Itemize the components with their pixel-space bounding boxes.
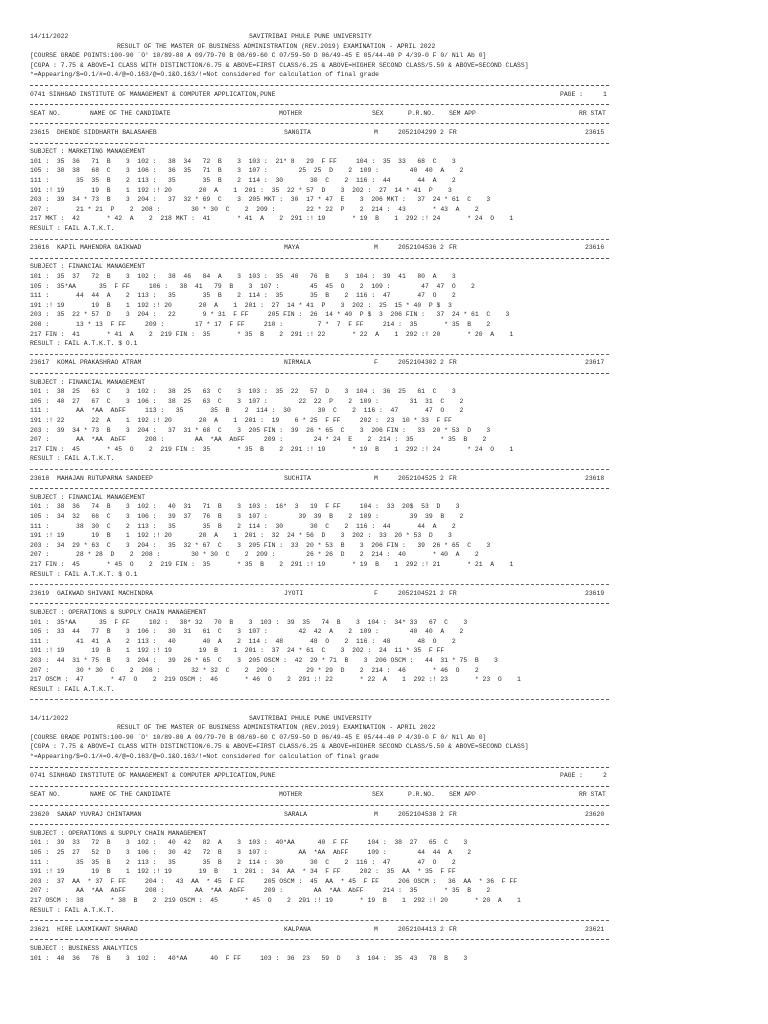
divider bbox=[30, 258, 609, 259]
candidate-row bbox=[0, 810, 768, 820]
app: FR bbox=[449, 474, 457, 482]
marks-row-text: 208 : 13 * 13 F FF 209 : 17 * 17 F FF 210 : 7 * 7 F FF 214 : 35 * 35 B 2 bbox=[30, 321, 491, 328]
result-line-text: RESULT : FAIL A.T.K.T. bbox=[30, 455, 115, 463]
pr-no: 2052104538 bbox=[398, 810, 437, 818]
sem: 2 bbox=[440, 244, 444, 252]
candidate-name: KOMAL PRAKASHRAO ATRAM bbox=[57, 359, 142, 367]
legend-line-text: *=Appearing/$=O.1/#=O.4/@=O.163/@=O.1&O.163/!=Not considered for calculation of final grade bbox=[30, 71, 379, 79]
mother-name: MAYA bbox=[284, 244, 300, 252]
pr-no: 2052104302 bbox=[398, 359, 437, 367]
marks-row bbox=[0, 310, 768, 320]
divider bbox=[30, 805, 609, 806]
rr-stat: 23615 bbox=[585, 129, 605, 136]
candidate-name: MAHAJAN RUTUPARNA SANDEEP bbox=[57, 474, 153, 482]
marks-row-text: 203 : 39 34 * 73 B 3 204 : 37 31 * 68 C 3 205 FIN : 39 26 * 65 C 3 206 FIN : 33 20 * 53 D 3 bbox=[30, 426, 491, 434]
candidate-row bbox=[0, 128, 768, 138]
divider bbox=[30, 239, 609, 240]
seat-no: 23616 bbox=[30, 244, 50, 252]
sex: M bbox=[374, 129, 378, 136]
marks-row-text: 207 : 21 * 21 P 2 208 : 30 * 30 C 2 209 : 22 * 22 P 2 214 : 43 * 43 A 2 bbox=[30, 205, 479, 213]
legend-line bbox=[0, 752, 768, 762]
marks-row bbox=[0, 848, 768, 858]
marks-row-text: 101 : 38 25 63 C 3 102 : 38 25 63 C 3 103 : 35 22 57 D 3 104 : 36 25 61 C 3 bbox=[30, 388, 456, 396]
divider bbox=[30, 123, 609, 124]
marks-row-text: 191 :! 22 22 A 1 192 :! 20 20 A 1 201 : 19 6 * 25 F FF 202 : 23 10 * 33 F FF bbox=[30, 417, 452, 424]
exam-title-text: RESULT OF THE MASTER OF BUSINESS ADMINISTRATION (REV.2019) EXAMINATION - APRIL 2022 bbox=[117, 724, 436, 732]
seat-no: 23620 bbox=[30, 810, 50, 818]
marks-row bbox=[0, 637, 768, 647]
marks-row-text: 203 : 35 22 * 57 D 3 204 : 22 9 * 31 F FF 205 FIN : 26 14 * 40 P $ 3 206 FIN : 37 24 * 61 C 3 bbox=[30, 311, 510, 319]
marks-row bbox=[0, 426, 768, 436]
col-seat-no: SEAT NO. bbox=[30, 109, 61, 117]
marks-row bbox=[0, 560, 768, 570]
legend-line bbox=[0, 70, 768, 80]
marks-row bbox=[0, 205, 768, 215]
sex: F bbox=[374, 589, 378, 597]
column-headers bbox=[0, 790, 768, 800]
divider bbox=[30, 488, 609, 489]
marks-row bbox=[0, 656, 768, 666]
seat-no: 23617 bbox=[30, 359, 50, 367]
subject-line bbox=[0, 378, 768, 388]
marks-row-text: 207 : AA *AA AbFF 208 : AA *AA AbFF 209 : AA *AA AbFF 214 : 35 * 35 B 2 bbox=[30, 887, 491, 895]
result-line bbox=[0, 570, 768, 580]
result-line-text: RESULT : FAIL A.T.K.T. $ O.1 bbox=[30, 340, 138, 348]
marks-row bbox=[0, 877, 768, 887]
pr-no: 2052104536 bbox=[398, 244, 437, 252]
institute-line bbox=[0, 90, 768, 100]
seat-no: 23615 bbox=[30, 129, 50, 136]
marks-row-text: 111 : AA *AA AbFF 113 : 35 35 B 2 114 : 30 30 C 2 116 : 47 47 O 2 bbox=[30, 407, 464, 415]
rr-stat: 23617 bbox=[585, 359, 605, 367]
marks-row-text: 191 :! 19 19 B 1 192 :! 20 20 A 1 201 : 27 14 * 41 P 3 202 : 25 15 * 40 P $ 3 bbox=[30, 301, 452, 309]
subject-line-text: SUBJECT : OPERATIONS & SUPPLY CHAIN MANAGEMENT bbox=[30, 609, 207, 616]
divider bbox=[30, 469, 609, 470]
subject-line bbox=[0, 147, 768, 157]
pr-no: 2052104521 bbox=[398, 589, 437, 597]
page-end-divider bbox=[30, 699, 609, 700]
marks-row bbox=[0, 646, 768, 656]
marks-row bbox=[0, 176, 768, 186]
candidate-row bbox=[0, 358, 768, 368]
candidate-name: GAIKWAD SHIVANI MACHINDRA bbox=[57, 589, 153, 597]
mother-name: SANGITA bbox=[284, 129, 311, 136]
app: FR bbox=[449, 129, 457, 136]
col-prno: P.R.NO. bbox=[408, 109, 435, 117]
rr-stat: 23619 bbox=[585, 589, 605, 597]
marks-row-text: 111 : 44 44 A 2 113 : 35 35 B 2 114 : 35 35 B 2 116 : 47 47 O 2 bbox=[30, 292, 456, 300]
seat-no: 23618 bbox=[30, 474, 50, 482]
marks-row bbox=[0, 867, 768, 877]
subject-line bbox=[0, 944, 768, 954]
exam-title bbox=[0, 723, 768, 733]
marks-row-text: 207 : AA *AA AbFF 208 : AA *AA AbFF 209 : 24 * 24 E 2 214 : 35 * 35 B 2 bbox=[30, 436, 487, 444]
marks-row bbox=[0, 166, 768, 176]
marks-row bbox=[0, 416, 768, 426]
app: FR bbox=[449, 589, 457, 597]
marks-row-text: 101 : 35*AA 35 F FF 102 : 38* 32 70 B 3 103 : 39 35 74 B 3 104 : 34* 33 67 C 3 bbox=[30, 618, 468, 626]
subject-line-text: SUBJECT : BUSINESS ANALYTICS bbox=[30, 945, 138, 952]
sex: M bbox=[374, 810, 378, 818]
marks-row-text: 105 : 34 32 66 C 3 106 : 39 37 76 B 3 107 : 39 39 B 2 109 : 39 39 B 2 bbox=[30, 513, 464, 520]
marks-row-text: 217 MKT : 42 * 42 A 2 218 MKT : 41 * 41 A 2 291 :! 19 * 19 B 1 292 :! 24 * 24 O 1 bbox=[30, 215, 514, 223]
university-name: SAVITRIBAI PHULE PUNE UNIVERSITY bbox=[249, 714, 372, 722]
institute-name: 0741 SINHGAD INSTITUTE OF MANAGEMENT & COMPUTER APPLICATION,PUNE bbox=[30, 772, 276, 780]
page-label: PAGE : bbox=[560, 772, 584, 780]
marks-row-text: 101 : 35 36 71 B 3 102 : 38 34 72 B 3 103 : 21* 8 29 F FF 104 : 35 33 68 C 3 bbox=[30, 157, 456, 165]
legend-line-text: *=Appearing/$=O.1/#=O.4/@=O.163/@=O.1&O.163/!=Not considered for calculation of final grade bbox=[30, 753, 379, 760]
marks-row bbox=[0, 406, 768, 416]
marks-row bbox=[0, 666, 768, 676]
marks-row bbox=[0, 531, 768, 541]
result-line-text: RESULT : FAIL A.T.K.T. bbox=[30, 906, 115, 914]
col-sex: SEX bbox=[372, 791, 384, 799]
marks-row bbox=[0, 838, 768, 848]
marks-row bbox=[0, 320, 768, 330]
marks-row-text: 111 : 35 35 B 2 113 : 35 35 B 2 114 : 30 30 C 2 116 : 47 47 O 2 bbox=[30, 858, 456, 866]
divider bbox=[30, 824, 609, 825]
marks-row-text: 191 :! 19 19 B 1 192 :! 19 19 B 1 201 : 34 AA * 34 F FF 202 : 35 AA * 35 F FF bbox=[30, 868, 456, 876]
marks-row bbox=[0, 282, 768, 292]
page-number: 1 bbox=[603, 90, 607, 98]
sex: M bbox=[374, 244, 378, 252]
marks-row-text: 105 : 25 27 52 D 3 106 : 30 42 72 B 3 107 : AA *AA AbFF 109 : 44 44 A 2 bbox=[30, 849, 472, 856]
grade-points bbox=[0, 733, 768, 743]
divider bbox=[30, 373, 609, 374]
sem: 2 bbox=[440, 129, 444, 136]
mother-name: SUCHITA bbox=[284, 474, 311, 482]
marks-row-text: 217 OSCM : 47 * 47 O 2 219 OSCM : 46 * 46 O 2 291 :! 22 * 22 A 1 292 :! 23 * 23 O 1 bbox=[30, 676, 521, 684]
sem: 2 bbox=[440, 810, 444, 818]
print-date-text: 14/11/2022 bbox=[30, 714, 69, 722]
candidate-name: DHENDE SIDDHARTH BALASAHEB bbox=[57, 129, 157, 136]
subject-line-text: SUBJECT : FINANCIAL MANAGEMENT bbox=[30, 493, 146, 501]
app: FR bbox=[449, 925, 457, 933]
marks-row-text: 217 FIN : 45 * 45 O 2 219 FIN : 35 * 35 B 2 291 :! 19 * 19 B 1 292 :! 24 * 24 O 1 bbox=[30, 445, 514, 453]
marks-row-text: 105 : 40 27 67 C 3 106 : 38 25 63 C 3 107 : 22 22 P 2 109 : 31 31 C 2 bbox=[30, 397, 464, 405]
page-number: 2 bbox=[603, 772, 607, 780]
divider bbox=[30, 584, 609, 585]
marks-row-text: 207 : 30 * 30 C 2 208 : 32 * 32 C 2 209 : 29 * 29 D 2 214 : 46 * 46 O 2 bbox=[30, 666, 479, 674]
marks-row bbox=[0, 157, 768, 167]
marks-row bbox=[0, 445, 768, 455]
result-line-text: RESULT : FAIL A.T.K.T. bbox=[30, 685, 115, 693]
marks-row bbox=[0, 387, 768, 397]
marks-row-text: 105 : 33 44 77 B 3 106 : 30 31 61 C 3 107 : 42 42 A 2 109 : 40 40 A 2 bbox=[30, 628, 464, 636]
marks-row bbox=[0, 954, 768, 964]
col-sex: SEX bbox=[372, 109, 384, 117]
marks-row-text: 111 : 38 30 C 2 113 : 35 35 B 2 114 : 30 30 C 2 116 : 44 44 A 2 bbox=[30, 522, 456, 530]
grade-points-text: [COURSE GRADE POINTS:100-90 `O' 10/89-80 A 09/79-70 B 08/69-60 C 07/59-50 D 06/49-45 E 05/44-40 P 4/39-0 F 0/ Nil Ab 0] bbox=[30, 52, 487, 60]
subject-line-text: SUBJECT : FINANCIAL MANAGEMENT bbox=[30, 263, 146, 271]
col-mother: MOTHER bbox=[279, 109, 303, 117]
result-line bbox=[0, 685, 768, 695]
marks-row bbox=[0, 502, 768, 512]
divider bbox=[30, 786, 609, 787]
marks-row-text: 101 : 35 37 72 B 3 102 : 38 46 84 A 3 103 : 35 40 76 B 3 104 : 39 41 80 A 3 bbox=[30, 273, 456, 280]
marks-row bbox=[0, 330, 768, 340]
marks-row bbox=[0, 214, 768, 224]
cgpa-classes bbox=[0, 61, 768, 71]
candidate-row bbox=[0, 589, 768, 599]
marks-row bbox=[0, 512, 768, 522]
col-rr-stat: RR STAT bbox=[579, 109, 606, 117]
marks-row-text: 217 FIN : 41 * 41 A 2 219 FIN : 35 * 35 B 2 291 :! 22 * 22 A 1 292 :! 20 * 20 A 1 bbox=[30, 330, 514, 338]
pr-no: 2052104299 bbox=[398, 129, 437, 136]
subject-line bbox=[0, 829, 768, 839]
rr-stat: 23618 bbox=[585, 474, 605, 482]
marks-row-text: 207 : 28 * 28 D 2 208 : 30 * 30 C 2 209 : 26 * 26 D 2 214 : 40 * 40 A 2 bbox=[30, 551, 479, 559]
marks-row-text: 203 : 34 29 * 63 C 3 204 : 35 32 * 67 C 3 205 FIN : 33 20 * 53 B 3 206 FIN : 39 26 * 65 C 3 bbox=[30, 541, 491, 549]
col-sem-app: SEM APP bbox=[449, 109, 476, 117]
mother-name: NIRMALA bbox=[284, 359, 311, 367]
rr-stat: 23620 bbox=[585, 810, 605, 818]
pr-no: 2052104525 bbox=[398, 474, 437, 482]
divider bbox=[30, 354, 609, 355]
sem: 2 bbox=[440, 359, 444, 367]
exam-title-text: RESULT OF THE MASTER OF BUSINESS ADMINISTRATION (REV.2019) EXAMINATION - APRIL 2022 bbox=[117, 42, 436, 50]
result-line bbox=[0, 339, 768, 349]
marks-row-text: 203 : 44 31 * 75 B 3 204 : 39 26 * 65 C 3 205 OSCM : 42 29 * 71 B 3 206 OSCM : 44 31 * 75 B 3 bbox=[30, 657, 498, 664]
mother-name: SARALA bbox=[284, 810, 308, 818]
mother-name: KALPANA bbox=[284, 925, 311, 933]
col-candidate-name: NAME OF THE CANDIDATE bbox=[90, 791, 171, 799]
candidate-name: KAPIL MAHENDRA GAIKWAD bbox=[57, 244, 142, 252]
print-date bbox=[0, 32, 768, 42]
marks-row-text: 111 : 35 35 B 2 113 : 35 35 B 2 114 : 30 30 C 2 116 : 44 44 A 2 bbox=[30, 177, 456, 184]
candidate-row bbox=[0, 243, 768, 253]
marks-row-text: 191 :! 19 19 B 1 192 :! 20 20 A 1 201 : 32 24 * 56 D 3 202 : 33 20 * 53 D 3 bbox=[30, 532, 452, 540]
cgpa-classes-text: [CGPA : 7.75 & ABOVE=I CLASS WITH DISTINCTION/6.75 & ABOVE=FIRST CLASS/6.25 & ABOVE=HIGHER SECOND CLASS/5.50 & ABOVE=SECOND CLASS] bbox=[30, 743, 529, 751]
result-line bbox=[0, 224, 768, 234]
marks-row bbox=[0, 397, 768, 407]
marks-row-text: 105 : 35*AA 35 F FF 106 : 38 41 79 B 3 107 : 45 45 O 2 109 : 47 47 O 2 bbox=[30, 282, 475, 290]
marks-row-text: 101 : 38 36 74 B 3 102 : 40 31 71 B 3 103 : 16* 3 19 F FF 104 : 33 20$ 53 D 3 bbox=[30, 503, 460, 511]
marks-row bbox=[0, 522, 768, 532]
candidate-name: HIRE LAXMIKANT SHARAD bbox=[57, 925, 138, 933]
seat-no: 23621 bbox=[30, 925, 50, 933]
institute-line bbox=[0, 771, 768, 781]
marks-row bbox=[0, 272, 768, 282]
marks-row bbox=[0, 195, 768, 205]
result-line bbox=[0, 906, 768, 916]
mother-name: JYOTI bbox=[284, 589, 304, 597]
candidate-row bbox=[0, 474, 768, 484]
marks-row-text: 217 OSCM : 38 * 38 B 2 219 OSCM : 45 * 45 O 2 291 :! 19 * 19 B 1 292 :! 20 * 20 A 1 bbox=[30, 897, 521, 904]
grade-points-text: [COURSE GRADE POINTS:100-90 `O' 10/89-80 A 09/79-70 B 08/69-60 C 07/59-50 D 06/49-45 E 05/44-40 P 4/39-0 F 0/ Nil Ab 0] bbox=[30, 733, 487, 741]
marks-row bbox=[0, 301, 768, 311]
rr-stat: 23616 bbox=[585, 244, 605, 252]
subject-line bbox=[0, 493, 768, 503]
sex: M bbox=[374, 925, 378, 933]
divider bbox=[30, 767, 609, 768]
marks-row bbox=[0, 627, 768, 637]
subject-line-text: SUBJECT : OPERATIONS & SUPPLY CHAIN MANAGEMENT bbox=[30, 829, 207, 837]
divider bbox=[30, 603, 609, 604]
app: FR bbox=[449, 810, 457, 818]
marks-row-text: 203 : 37 AA * 37 F FF 204 : 43 AA * 45 F FF 205 OSCM : 45 AA * 45 F FF 206 OSCM : 36 AA * 36 F FF bbox=[30, 877, 518, 885]
column-headers bbox=[0, 109, 768, 119]
candidate-row bbox=[0, 925, 768, 935]
marks-row-text: 217 FIN : 45 * 45 O 2 219 FIN : 35 * 35 B 2 291 :! 19 * 19 B 1 292 :! 21 * 21 A 1 bbox=[30, 561, 514, 568]
app: FR bbox=[449, 359, 457, 367]
subject-line bbox=[0, 608, 768, 618]
exam-title bbox=[0, 42, 768, 52]
marks-row-text: 191 :! 19 19 B 1 192 :! 20 20 A 1 201 : 35 22 * 57 D 3 202 : 27 14 * 41 P 3 bbox=[30, 186, 452, 194]
marks-row bbox=[0, 618, 768, 628]
rr-stat: 23621 bbox=[585, 925, 605, 933]
print-date-text: 14/11/2022 bbox=[30, 33, 69, 40]
sem: 2 bbox=[440, 925, 444, 933]
marks-row-text: 203 : 39 34 * 73 B 3 204 : 37 32 * 69 C 3 205 MKT : 30 17 * 47 E 3 206 MKT : 37 24 * 61 C 3 bbox=[30, 196, 491, 204]
marks-row bbox=[0, 186, 768, 196]
seat-no: 23619 bbox=[30, 589, 50, 597]
marks-row bbox=[0, 675, 768, 685]
grade-points bbox=[0, 51, 768, 61]
divider bbox=[30, 85, 609, 86]
marks-row bbox=[0, 291, 768, 301]
marks-row bbox=[0, 541, 768, 551]
divider bbox=[30, 939, 609, 940]
result-line bbox=[0, 454, 768, 464]
subject-line bbox=[0, 262, 768, 272]
marks-row-text: 101 : 39 33 72 B 3 102 : 40 42 82 A 3 103 : 40*AA 40 F FF 104 : 38 27 65 C 3 bbox=[30, 839, 468, 847]
result-line-text: RESULT : FAIL A.T.K.T. bbox=[30, 225, 115, 232]
marks-row bbox=[0, 435, 768, 445]
col-seat-no: SEAT NO. bbox=[30, 791, 61, 799]
candidate-name: SANAP YUVRAJ CHINTAMAN bbox=[57, 810, 142, 818]
university-name: SAVITRIBAI PHULE PUNE UNIVERSITY bbox=[249, 33, 372, 40]
pr-no: 2052104413 bbox=[398, 925, 437, 933]
marks-row bbox=[0, 550, 768, 560]
col-candidate-name: NAME OF THE CANDIDATE bbox=[90, 109, 171, 117]
marks-row bbox=[0, 858, 768, 868]
subject-line-text: SUBJECT : MARKETING MANAGEMENT bbox=[30, 148, 146, 156]
cgpa-classes bbox=[0, 742, 768, 752]
subject-line-text: SUBJECT : FINANCIAL MANAGEMENT bbox=[30, 378, 146, 386]
col-prno: P.R.NO. bbox=[408, 791, 435, 799]
sex: M bbox=[374, 474, 378, 482]
col-rr-stat: RR STAT bbox=[579, 791, 606, 799]
sem: 2 bbox=[440, 589, 444, 597]
col-mother: MOTHER bbox=[279, 791, 303, 799]
marks-row-text: 191 :! 19 19 B 1 192 :! 19 19 B 1 201 : 37 24 * 61 C 3 202 : 24 11 * 35 F FF bbox=[30, 647, 445, 655]
institute-name: 0741 SINHGAD INSTITUTE OF MANAGEMENT & COMPUTER APPLICATION,PUNE bbox=[30, 90, 276, 98]
sem: 2 bbox=[440, 474, 444, 482]
print-date bbox=[0, 714, 768, 724]
cgpa-classes-text: [CGPA : 7.75 & ABOVE=I CLASS WITH DISTINCTION/6.75 & ABOVE=FIRST CLASS/6.25 & ABOVE=HIGHER SECOND CLASS/5.50 & ABOVE=SECOND CLASS] bbox=[30, 61, 529, 69]
marks-row-text: 111 : 41 41 A 2 113 : 40 40 A 2 114 : 48 48 O 2 116 : 48 48 O 2 bbox=[30, 637, 456, 645]
sex: F bbox=[374, 359, 378, 367]
page-label: PAGE : bbox=[560, 90, 584, 98]
marks-row bbox=[0, 886, 768, 896]
col-sem-app: SEM APP bbox=[449, 791, 476, 799]
divider bbox=[30, 920, 609, 921]
app: FR bbox=[449, 244, 457, 252]
marks-row bbox=[0, 896, 768, 906]
marks-row-text: 101 : 40 36 76 B 3 102 : 40*AA 40 F FF 103 : 36 23 59 D 3 104 : 35 43 78 B 3 bbox=[30, 954, 468, 962]
marks-row-text: 105 : 30 38 68 C 3 106 : 36 35 71 B 3 107 : 25 25 D 2 109 : 40 40 A 2 bbox=[30, 167, 464, 175]
divider bbox=[30, 104, 609, 105]
divider bbox=[30, 143, 609, 144]
result-line-text: RESULT : FAIL A.T.K.T. $ O.1 bbox=[30, 570, 138, 578]
